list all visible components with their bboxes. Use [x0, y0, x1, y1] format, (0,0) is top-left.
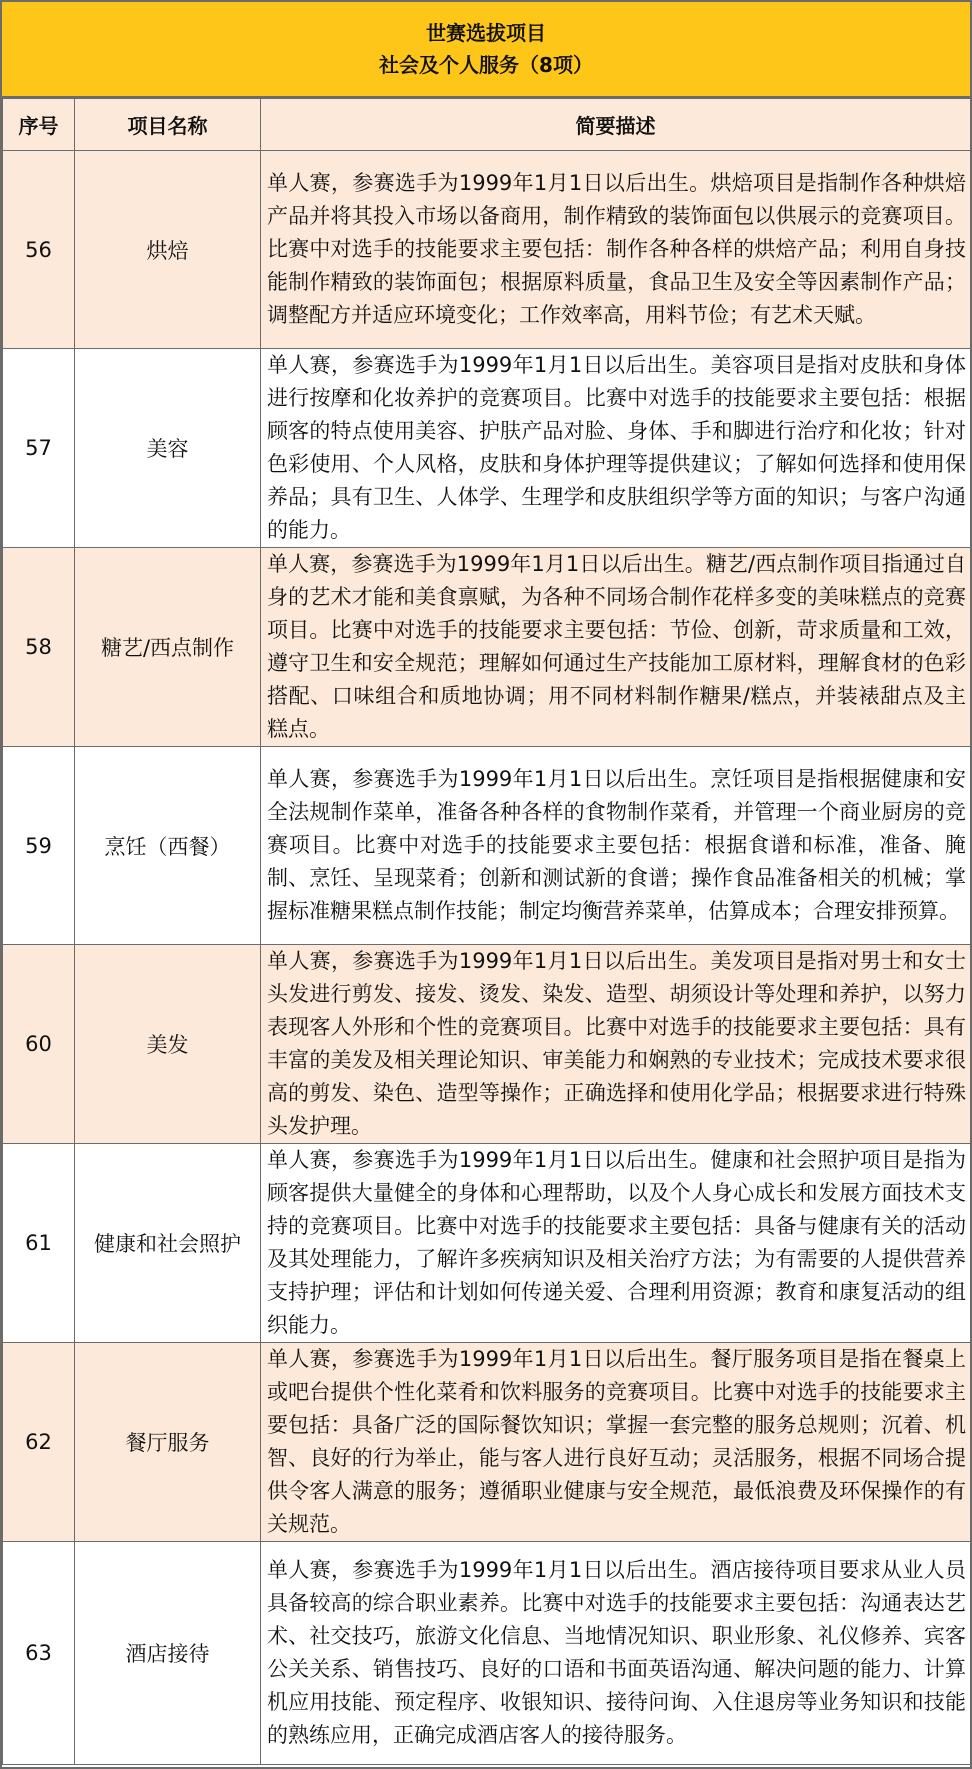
row-name: 烘焙 — [75, 151, 261, 349]
row-name: 酒店接待 — [75, 1542, 261, 1765]
row-name: 餐厅服务 — [75, 1343, 261, 1542]
row-description: 单人赛，参赛选手为1999年1月1日以后出生。酒店接待项目要求从业人员具备较高的综合职业素养。比赛中对选手的技能要求主要包括：沟通表达艺术、社交技巧，旅游文化信息、当地情况知识、职业形象、礼仪修养、宾客公关关系、销售技巧、良好的口语和书面英语沟通、解决问题的能力、计算机应用技能、预定程序、收银知识、接待问询、入住退房等业务知识和技能的熟练应用，正确完成酒店客人的接待服务。 — [261, 1542, 971, 1765]
skills-table — [2, 98, 971, 1765]
row-name: 糖艺/西点制作 — [75, 548, 261, 747]
header-desc: 简要描述 — [261, 99, 971, 151]
row-name: 烹饪（西餐） — [75, 747, 261, 945]
table-row — [3, 1542, 971, 1765]
table-row — [3, 548, 971, 747]
row-name: 美容 — [75, 349, 261, 548]
row-number: 62 — [3, 1343, 75, 1542]
header-num: 序号 — [3, 99, 75, 151]
header-name: 项目名称 — [75, 99, 261, 151]
row-number: 60 — [3, 945, 75, 1144]
table-row — [3, 349, 971, 548]
row-number: 56 — [3, 151, 75, 349]
row-description: 单人赛，参赛选手为1999年1月1日以后出生。美容项目是指对皮肤和身体进行按摩和化妆养护的竞赛项目。比赛中对选手的技能要求主要包括：根据顾客的特点使用美容、护肤产品对脸、身体、手和脚进行治疗和化妆；针对色彩使用、个人风格，皮肤和身体护理等提供建议；了解如何选择和使用保养品；具有卫生、人体学、生理学和皮肤组织学等方面的知识；与客户沟通的能力。 — [261, 349, 971, 548]
row-number: 59 — [3, 747, 75, 945]
title-line-2: 社会及个人服务（8项） — [379, 53, 593, 77]
title-line-1: 世赛选拔项目 — [426, 21, 546, 45]
row-description: 单人赛，参赛选手为1999年1月1日以后出生。烹饪项目是指根据健康和安全法规制作菜单，准备各种各样的食物制作菜肴，并管理一个商业厨房的竞赛项目。比赛中对选手的技能要求主要包括：根据食谱和标准，准备、腌制、烹饪、呈现菜肴；创新和测试新的食谱；操作食品准备相关的机械；掌握标准糖果糕点制作技能；制定均衡营养菜单，估算成本；合理安排预算。 — [261, 747, 971, 945]
row-name: 美发 — [75, 945, 261, 1144]
row-description: 单人赛，参赛选手为1999年1月1日以后出生。烘焙项目是指制作各种烘焙产品并将其投入市场以备商用，制作精致的装饰面包以供展示的竞赛项目。比赛中对选手的技能要求主要包括：制作各种各样的烘焙产品；利用自身技能制作精致的装饰面包；根据原料质量，食品卫生及安全等因素制作产品；调整配方并适应环境变化；工作效率高，用料节俭；有艺术天赋。 — [261, 151, 971, 349]
table-row — [3, 1144, 971, 1343]
row-number: 61 — [3, 1144, 75, 1343]
row-description: 单人赛，参赛选手为1999年1月1日以后出生。糖艺/西点制作项目指通过自身的艺术才能和美食禀赋，为各种不同场合制作花样多变的美味糕点的竞赛项目。比赛中对选手的技能要求主要包括：节俭、创新，苛求质量和工效，遵守卫生和安全规范；理解如何通过生产技能加工原材料，理解食材的色彩搭配、口味组合和质地协调；用不同材料制作糖果/糕点，并装裱甜点及主糕点。 — [261, 548, 971, 747]
row-description: 单人赛，参赛选手为1999年1月1日以后出生。美发项目是指对男士和女士头发进行剪发、接发、烫发、染发、造型、胡须设计等处理和养护，以努力表现客人外形和个性的竞赛项目。比赛中对选手的技能要求主要包括：具有丰富的美发及相关理论知识、审美能力和娴熟的专业技术；完成技术要求很高的剪发、染色、造型等操作；正确选择和使用化学品；根据要求进行特殊头发护理。 — [261, 945, 971, 1144]
row-number: 58 — [3, 548, 75, 747]
row-number: 63 — [3, 1542, 75, 1765]
title-block — [2, 2, 970, 98]
row-description: 单人赛，参赛选手为1999年1月1日以后出生。餐厅服务项目是指在餐桌上或吧台提供个性化菜肴和饮料服务的竞赛项目。比赛中对选手的技能要求主要包括：具备广泛的国际餐饮知识；掌握一套完整的服务总规则；沉着、机智、良好的行为举止，能与客人进行良好互动；灵活服务，根据不同场合提供令客人满意的服务；遵循职业健康与安全规范，最低浪费及环保操作的有关规范。 — [261, 1343, 971, 1542]
row-description: 单人赛，参赛选手为1999年1月1日以后出生。健康和社会照护项目是指为顾客提供大量健全的身体和心理帮助，以及个人身心成长和发展方面技术支持的竞赛项目。比赛中对选手的技能要求主要包括：具备与健康有关的活动及其处理能力，了解许多疾病知识及相关治疗方法；为有需要的人提供营养支持护理；评估和计划如何传递关爱、合理利用资源；教育和康复活动的组织能力。 — [261, 1144, 971, 1343]
table-row — [3, 945, 971, 1144]
header-row — [3, 99, 971, 151]
row-number: 57 — [3, 349, 75, 548]
table-row — [3, 1343, 971, 1542]
table-row — [3, 151, 971, 349]
table-row — [3, 747, 971, 945]
row-name: 健康和社会照护 — [75, 1144, 261, 1343]
